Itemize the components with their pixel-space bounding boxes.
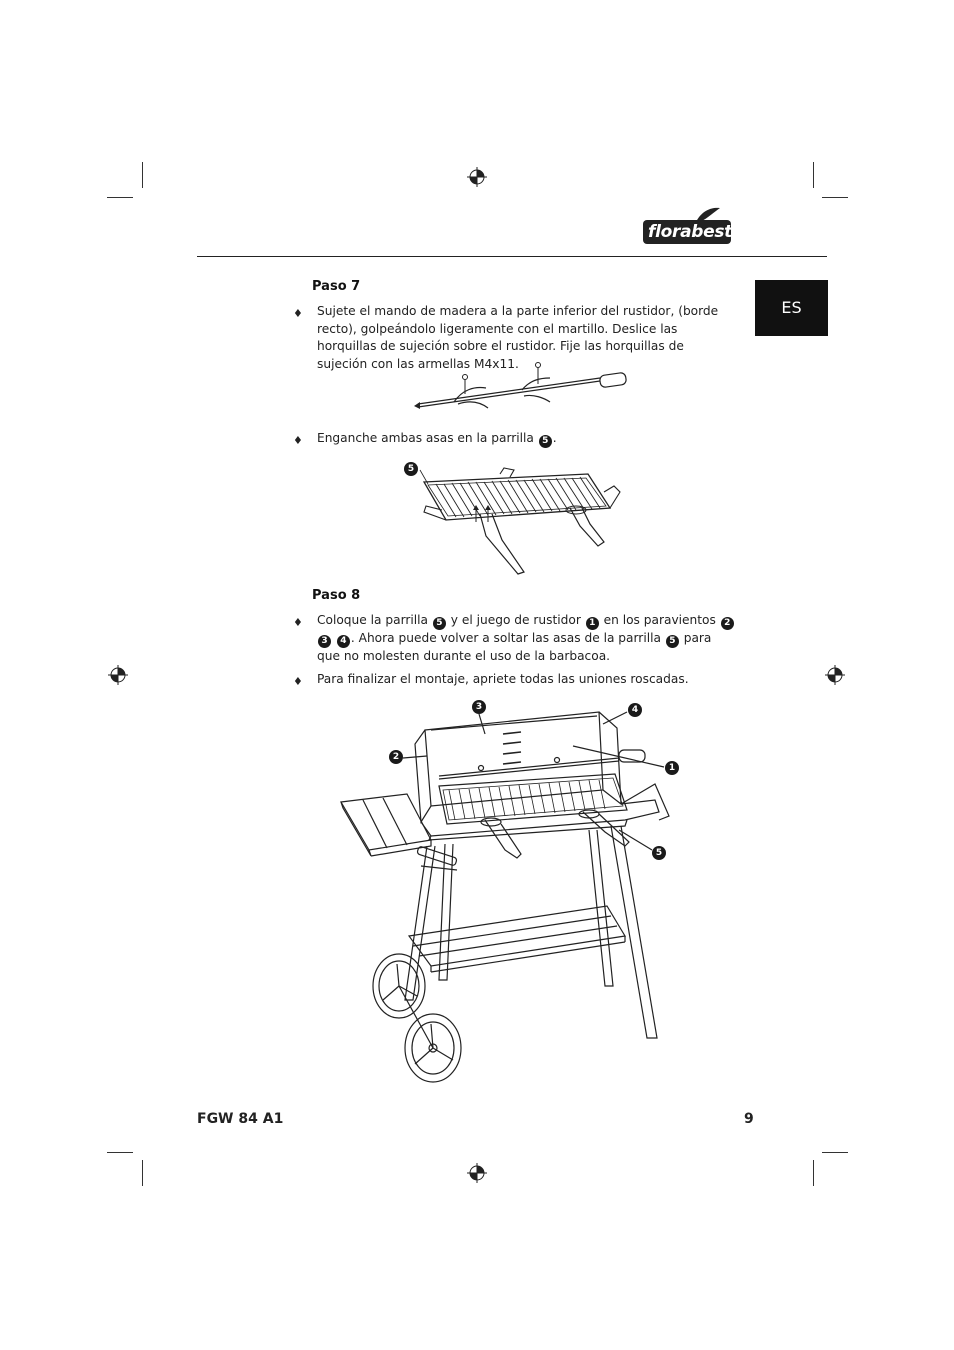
- part-number-badge: 1: [586, 617, 599, 630]
- bullet-glyph: ♦: [293, 616, 303, 629]
- crop-mark: [822, 1152, 848, 1153]
- instruction-text: para que no molesten durante el uso de la barbacoa.: [317, 631, 712, 663]
- part-number-badge: 4: [337, 635, 350, 648]
- crop-mark: [142, 1160, 143, 1186]
- part-number-badge: 5: [539, 435, 552, 448]
- barbecue-assembly-illustration: [335, 700, 680, 1080]
- page-number: 9: [744, 1111, 754, 1127]
- part-number-badge: 2: [721, 617, 734, 630]
- grill-grate-illustration: [410, 462, 630, 582]
- instruction-text: en los paravientos: [603, 613, 716, 627]
- registration-mark-icon: [825, 665, 845, 685]
- instruction-text: y el juego de rustidor: [450, 613, 581, 627]
- instruction-text: . Ahora puede volver a soltar las asas de la parrilla: [350, 631, 661, 645]
- part-number-badge: 5: [666, 635, 679, 648]
- brand-logo: [640, 206, 734, 246]
- callout-badge: 5: [404, 462, 418, 476]
- callout-badge: 1: [665, 761, 679, 775]
- instruction-text: .: [552, 431, 557, 445]
- part-number-badge: 5: [433, 617, 446, 630]
- crop-mark: [813, 1160, 814, 1186]
- bullet-glyph: ♦: [293, 307, 303, 320]
- logo-text: florabest: [648, 222, 733, 242]
- crop-mark: [822, 197, 848, 198]
- crop-mark: [142, 162, 143, 188]
- callout-badge: 3: [472, 700, 486, 714]
- model-number: FGW 84 A1: [197, 1111, 284, 1127]
- step-instruction: Para finalizar el montaje, apriete todas las uniones roscadas.: [317, 672, 689, 686]
- header-rule: [197, 256, 827, 257]
- rotisserie-spit-illustration: [410, 360, 635, 416]
- step-instruction: [317, 612, 737, 666]
- part-number-badge: 3: [318, 635, 331, 648]
- step-instruction: Sujete el mando de madera a la parte inferior del rustidor, (borde recto), golpeándolo ligeramente con el martillo. Deslice las horquillas de sujeción sobre el rustidor. Fije las horquillas de sujeción con las armellas M4x11.: [317, 304, 719, 371]
- registration-mark-icon: [467, 167, 487, 187]
- language-tab: ES: [755, 280, 828, 336]
- crop-mark: [107, 1152, 133, 1153]
- registration-mark-icon: [467, 1163, 487, 1183]
- instruction-text: Coloque la parrilla: [317, 613, 429, 627]
- bullet-glyph: ♦: [293, 675, 303, 688]
- instruction-text: Enganche ambas asas en la parrilla: [317, 431, 534, 445]
- step-heading: Paso 7: [312, 279, 361, 294]
- callout-badge: 2: [389, 750, 403, 764]
- crop-mark: [107, 197, 133, 198]
- bullet-glyph: ♦: [293, 434, 303, 447]
- callout-badge: 4: [628, 703, 642, 717]
- step-heading: Paso 8: [312, 588, 361, 603]
- callout-badge: 5: [652, 846, 666, 860]
- step-instruction: [317, 430, 737, 448]
- crop-mark: [813, 162, 814, 188]
- registration-mark-icon: [108, 665, 128, 685]
